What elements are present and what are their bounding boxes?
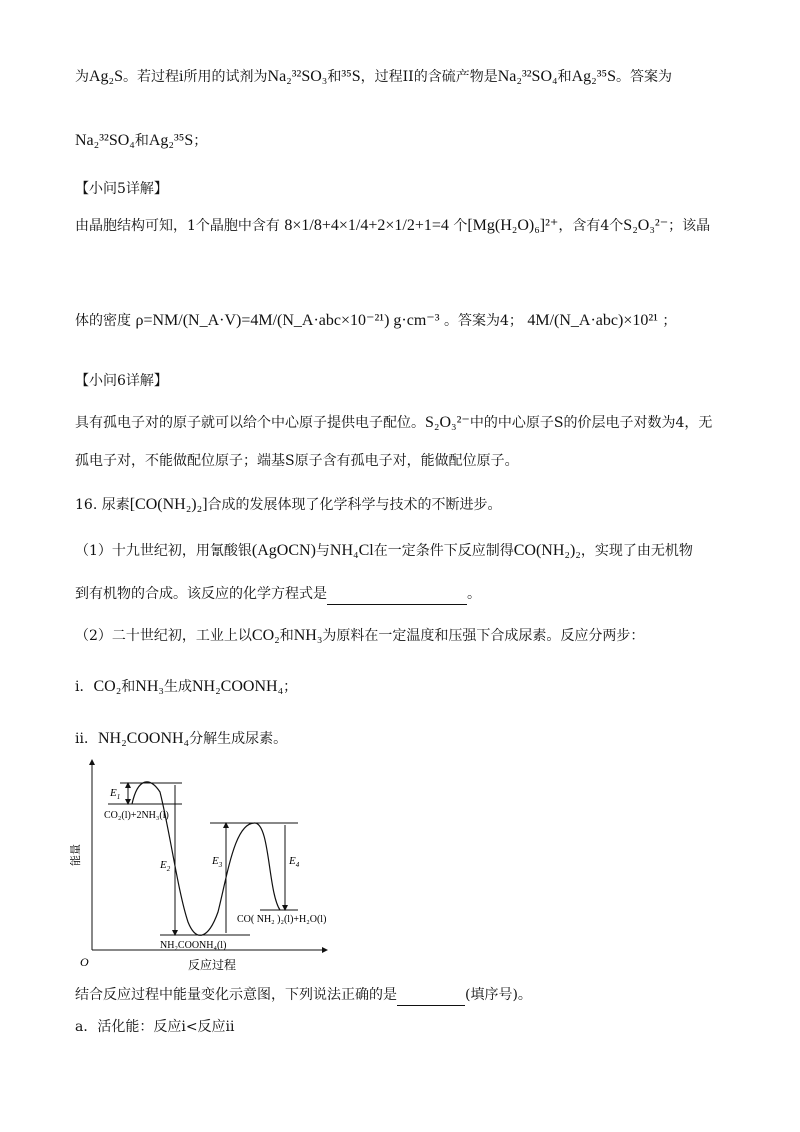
text-span: 分解生成尿素。 bbox=[189, 731, 288, 747]
text-span: 。答案为 bbox=[615, 69, 672, 85]
y-axis-label: 能量 bbox=[70, 844, 82, 866]
formula-mg-complex: [Mg(H₂O)₆]²⁺ bbox=[467, 217, 559, 234]
e2-label: $E_2$ bbox=[160, 859, 171, 873]
text-span: ； bbox=[283, 679, 298, 695]
text-span: 。 bbox=[467, 586, 481, 602]
formula-nh3: NH₃ bbox=[293, 627, 323, 644]
product-label: CO( NH₂ )₂(l)+H₂O(l) bbox=[237, 914, 327, 925]
text-span: 16. 尿素 bbox=[75, 497, 130, 513]
q5-line-1 bbox=[75, 215, 710, 237]
text-span: （2）二十世纪初，工业上以 bbox=[75, 628, 252, 644]
question-16-title bbox=[75, 494, 502, 516]
formula-thiosulfate: S₂O₃²⁻ bbox=[425, 414, 470, 431]
e3-label: $E_3$ bbox=[212, 855, 223, 869]
density-formula: ρ=NM/(N_A·V)=4M/(N_A·abc×10⁻²¹) g·cm⁻³ bbox=[135, 312, 440, 329]
text-span: ，过程II的含硫产物是 bbox=[360, 69, 498, 85]
text-span: ； bbox=[193, 133, 208, 149]
formula-nh3: NH₃ bbox=[135, 678, 164, 695]
text-span: 和 bbox=[557, 69, 572, 85]
step-ii bbox=[75, 728, 287, 750]
formula-ag2-35s: Ag₂³⁵S bbox=[571, 68, 616, 85]
question-line bbox=[75, 986, 532, 1006]
text-span: 中的中心原子S的价层电子对数为4，无 bbox=[469, 415, 713, 431]
text-span: ⅱ． bbox=[75, 731, 98, 747]
text-span: 和 bbox=[121, 679, 136, 695]
text-span: 为 bbox=[75, 69, 89, 85]
energy-profile-diagram bbox=[70, 752, 340, 974]
reactant-label: CO₂(l)+2NH₃(l) bbox=[104, 810, 169, 821]
section-heading-q6: 【小问6详解】 bbox=[75, 373, 168, 389]
text-span: 体的密度 bbox=[75, 313, 131, 329]
formula-ag2-35s: Ag₂³⁵S bbox=[148, 132, 194, 149]
text-span: 个 bbox=[453, 218, 468, 234]
text-span: (填序号)。 bbox=[465, 987, 532, 1003]
origin-label: O bbox=[80, 955, 89, 969]
text-span: （1）十九世纪初，用氰酸银 bbox=[75, 543, 252, 559]
reaction-curve bbox=[132, 782, 280, 935]
text-span: ，含有4个 bbox=[558, 218, 624, 234]
text-span: ，实现了由无机物 bbox=[580, 543, 693, 559]
part-1-line-1 bbox=[75, 540, 693, 562]
text-span: 结合反应过程中能量变化示意图，下列说法正确的是 bbox=[75, 987, 397, 1003]
q6-line-2: 孤电子对，不能做配位原子；端基S原子含有孤电子对，能做配位原子。 bbox=[75, 453, 519, 469]
option-a[interactable]: a．活化能：反应ⅰ<反应ⅱ bbox=[75, 1019, 235, 1035]
text-span: 和 bbox=[279, 628, 294, 644]
formula-na2-32so4: Na₂³²SO₄ bbox=[75, 132, 135, 149]
text-span: 具有孤电子对的原子就可以给个中心原子提供电子配位。 bbox=[75, 415, 425, 431]
formula-ammonium-carbamate: NH₂COONH₄ bbox=[97, 730, 190, 747]
text-span: 和 bbox=[327, 69, 342, 85]
text-span: ⅰ． bbox=[75, 679, 94, 695]
formula-35s: ³⁵S bbox=[341, 68, 361, 85]
formula-urea: CO(NH₂)₂ bbox=[513, 542, 581, 559]
text-span: 合成的发展体现了化学科学与技术的不断进步。 bbox=[207, 497, 502, 513]
intermediate-label: NH₂COONH₄(l) bbox=[160, 940, 227, 951]
q6-line-1 bbox=[75, 412, 712, 434]
text-span: 由晶胞结构可知，1个晶胞中含有 bbox=[75, 218, 280, 234]
formula-agocn: (AgOCN) bbox=[251, 542, 316, 559]
text-span: 到有机物的合成。该反应的化学方程式是 bbox=[75, 586, 327, 602]
formula-nh4cl: NH₄Cl bbox=[329, 542, 374, 559]
e4-label: $E_4$ bbox=[289, 855, 300, 869]
text-span: ； bbox=[662, 313, 677, 329]
text-span: 与 bbox=[315, 543, 330, 559]
formula-na2-32so4: Na₂³²SO₄ bbox=[497, 68, 558, 85]
formula-na2-32so3: Na₂³²SO₃ bbox=[267, 68, 328, 85]
text-span: ；该晶 bbox=[668, 218, 711, 234]
answer-blank-choice[interactable] bbox=[397, 991, 465, 1006]
text-span: 和 bbox=[134, 133, 149, 149]
part-2-line-1 bbox=[75, 625, 644, 647]
count-expression: 8×1/8+4×1/4+2×1/2+1=4 bbox=[284, 217, 449, 234]
text-span: 生成 bbox=[163, 679, 192, 695]
text-span: 。答案为4； bbox=[443, 313, 523, 329]
step-i bbox=[75, 676, 297, 698]
text-span: 。若过程i所用的试剂为 bbox=[123, 69, 268, 85]
text-line-1 bbox=[75, 66, 672, 88]
answer-blank-equation[interactable] bbox=[327, 590, 467, 605]
q5-line-2 bbox=[75, 310, 676, 332]
formula-urea: [CO(NH₂)₂] bbox=[129, 496, 208, 513]
e1-label: $E_1$ bbox=[110, 787, 121, 801]
formula-co2: CO₂ bbox=[251, 627, 280, 644]
x-axis-label: 反应过程 bbox=[188, 958, 237, 972]
part-1-line-2 bbox=[75, 585, 481, 605]
text-span: 为原料在一定温度和压强下合成尿素。反应分两步： bbox=[322, 628, 645, 644]
text-span: 在一定条件下反应制得 bbox=[373, 543, 514, 559]
text-line-2 bbox=[75, 130, 207, 152]
formula-co2: CO₂ bbox=[93, 678, 122, 695]
density-answer: 4M/(N_A·abc)×10²¹ bbox=[527, 312, 658, 329]
formula-ag2s: Ag₂S bbox=[89, 68, 124, 85]
formula-ammonium-carbamate: NH₂COONH₄ bbox=[191, 678, 284, 695]
formula-thiosulfate: S₂O₃²⁻ bbox=[623, 217, 669, 234]
section-heading-q5: 【小问5详解】 bbox=[75, 181, 168, 197]
